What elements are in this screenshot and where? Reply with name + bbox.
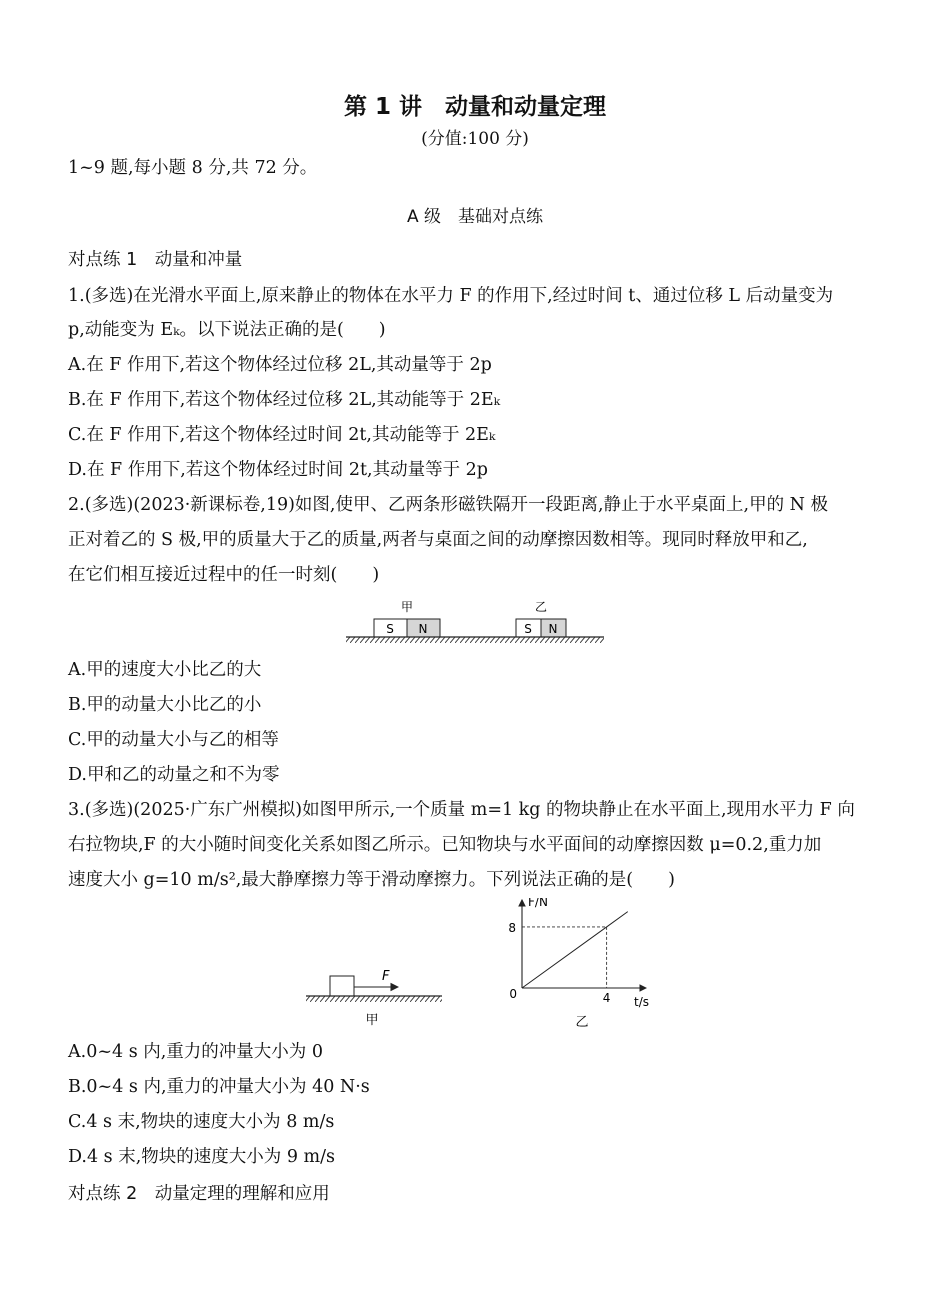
section-1-title: 对点练 1 动量和冲量 (68, 250, 243, 270)
page-title: 第 1 讲 动量和动量定理 (343, 94, 607, 120)
series-line-F (522, 912, 628, 988)
q3-option-d: D.4 s 末,物块的速度大小为 9 m/s (68, 1147, 336, 1167)
q3-option-b: B.0~4 s 内,重力的冲量大小为 40 N·s (68, 1077, 370, 1097)
y-axis-label: F/N (528, 898, 548, 909)
tabletop (346, 637, 604, 643)
q3-stem-line3: 速度大小 g=10 m/s²,最大静摩擦力等于滑动摩擦力。下列说法正确的是( ) (68, 870, 675, 890)
magnets-figure (340, 595, 610, 647)
magnet-yi-n-pole: N (548, 622, 558, 636)
x-axis-label: t/s (634, 995, 649, 1009)
section-2-title: 对点练 2 动量定理的理解和应用 (68, 1184, 330, 1204)
q3-option-a: A.0~4 s 内,重力的冲量大小为 0 (68, 1042, 323, 1062)
q1-option-a: A.在 F 作用下,若这个物体经过位移 2L,其动量等于 2p (68, 355, 492, 375)
q1-option-c: C.在 F 作用下,若这个物体经过时间 2t,其动能等于 2Eₖ (68, 425, 496, 445)
q1-stem-line1: 1.(多选)在光滑水平面上,原来静止的物体在水平力 F 的作用下,经过时间 t、通过位移 L 后动量变为 (68, 286, 834, 306)
force-label: F (382, 969, 390, 984)
q2-option-c: C.甲的动量大小与乙的相等 (68, 730, 279, 750)
magnet-yi-label: 乙 (534, 600, 548, 614)
f-t-chart (500, 898, 660, 1034)
magnet-jia-label: 甲 (400, 600, 414, 614)
x-tick-label: 4 (602, 991, 611, 1005)
y-tick-label: 8 (508, 920, 516, 935)
figure-yi-caption: 乙 (575, 1015, 589, 1030)
q2-option-a: A.甲的速度大小比乙的大 (68, 660, 262, 680)
ground (306, 996, 442, 1002)
q2-stem-line1: 2.(多选)(2023·新课标卷,19)如图,使甲、乙两条形磁铁隔开一段距离,静止于水平桌面上,甲的 N 极 (68, 495, 829, 515)
q1-option-b: B.在 F 作用下,若这个物体经过位移 2L,其动能等于 2Eₖ (68, 390, 500, 410)
q2-stem-line3: 在它们相互接近过程中的任一时刻( ) (68, 565, 380, 585)
block-figure (300, 960, 450, 1030)
magnet-jia (374, 619, 440, 637)
magnet-jia-n-pole: N (418, 622, 428, 636)
q3-stem-line1: 3.(多选)(2025·广东广州模拟)如图甲所示,一个质量 m=1 kg 的物块静止在水平面上,现用水平力 F 向 (68, 800, 855, 820)
q1-option-d: D.在 F 作用下,若这个物体经过时间 2t,其动量等于 2p (68, 460, 488, 480)
q2-stem-line2: 正对着乙的 S 极,甲的质量大于乙的质量,两者与桌面之间的动摩擦因数相等。现同时释放甲和乙, (68, 530, 808, 550)
magnet-yi-s-pole: S (524, 622, 532, 636)
magnet-jia-s-pole: S (386, 622, 394, 636)
q2-option-b: B.甲的动量大小比乙的小 (68, 695, 262, 715)
level-heading: A 级 基础对点练 (406, 207, 544, 227)
magnet-yi (516, 619, 566, 637)
score-note: (分值:100 分) (421, 129, 529, 149)
q3-option-c: C.4 s 末,物块的速度大小为 8 m/s (68, 1112, 335, 1132)
q2-option-d: D.甲和乙的动量之和不为零 (68, 765, 280, 785)
q1-stem-line2: p,动能变为 Eₖ。以下说法正确的是( ) (68, 320, 386, 340)
figure-jia-caption: 甲 (365, 1013, 379, 1028)
origin-label: 0 (509, 987, 517, 1001)
block (330, 976, 354, 996)
q3-stem-line2: 右拉物块,F 的大小随时间变化关系如图乙所示。已知物块与水平面间的动摩擦因数 μ=0.2,重力加 (68, 835, 822, 855)
scoring-rule: 1~9 题,每小题 8 分,共 72 分。 (68, 158, 318, 178)
